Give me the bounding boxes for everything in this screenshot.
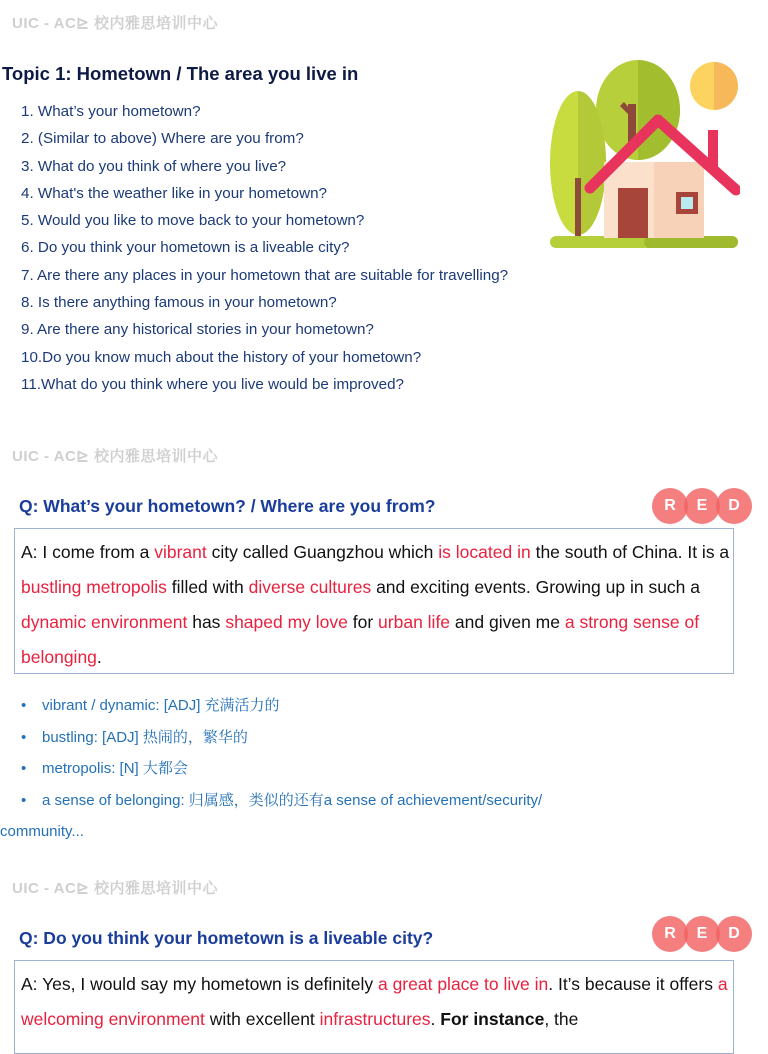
highlight-phrase: welcoming: [21, 1009, 104, 1029]
highlight-phrase: environment: [91, 612, 188, 632]
list-item: 8. Is there anything famous in your hometown?: [21, 294, 337, 312]
answer-box: [14, 960, 734, 1054]
list-item: 3. What do you think of where you live?: [21, 157, 287, 175]
answer-text: . It’s because it offers: [548, 974, 718, 994]
highlight-phrase: urban life: [378, 612, 451, 632]
highlight-phrase: vibrant: [154, 542, 207, 562]
answer-text: and exciting events. Growing up in such a: [371, 577, 701, 597]
answer-text: .: [430, 1009, 441, 1029]
vocab-item: • vibrant / dynamic: [ADJ] 充满活力的: [21, 697, 280, 714]
badge-letter-e: E: [684, 488, 720, 524]
list-item: 6. Do you think your hometown is a liveable city?: [21, 239, 350, 257]
badge-letter-d: D: [716, 488, 752, 524]
answer-box: [14, 528, 734, 674]
bold-phrase: For instance: [440, 1009, 545, 1029]
badge-letter-r: R: [652, 916, 688, 952]
highlight-phrase: bustling: [21, 577, 82, 597]
highlight-phrase: diverse cultures: [248, 577, 372, 597]
list-item: 1. What’s your hometown?: [21, 103, 201, 120]
watermark: UIC - AC⊵ 校内雅思培训中心: [12, 880, 219, 897]
vocab-item: • a sense of belonging: 归属感，类似的还有a sense of achievement/security/: [21, 791, 543, 809]
list-item: 5. Would you like to move back to your hometown?: [21, 212, 365, 230]
highlight-phrase: is located in: [438, 542, 531, 562]
highlight-phrase: a: [717, 974, 728, 994]
watermark: UIC - AC⊵ 校内雅思培训中心: [12, 448, 219, 465]
answer-text: .: [96, 647, 102, 667]
watermark: UIC - AC⊵ 校内雅思培训中心: [12, 15, 219, 32]
answer-text: and given me: [450, 612, 565, 632]
highlight-phrase: dynamic: [21, 612, 87, 632]
badge-letter-d: D: [716, 916, 752, 952]
list-item: 10.Do you know much about the history of your hometown?: [21, 348, 422, 366]
house-illustration: [548, 58, 740, 250]
vocab-item: • bustling: [ADJ] 热闹的，繁华的: [21, 728, 248, 746]
badge-letter-e: E: [684, 916, 720, 952]
vocab-item-continued: community...: [0, 823, 84, 840]
answer-text: for: [347, 612, 379, 632]
answer-text: A: Yes, I would say my hometown is definitely: [21, 974, 378, 994]
answer-text: with excellent: [204, 1009, 320, 1029]
vocab-list: [0, 690, 751, 848]
answer-text: A: I come from a: [21, 542, 155, 562]
list-item: 2. (Similar to above) Where are you from?: [21, 130, 304, 148]
list-item: 4. What's the weather like in your hometown?: [21, 184, 327, 202]
list-item: 9. Are there any historical stories in your hometown?: [21, 321, 374, 339]
highlight-phrase: metropolis: [86, 577, 167, 597]
list-item: 11.What do you think where you live would be improved?: [21, 375, 404, 393]
highlight-phrase: a great place to live in: [377, 974, 549, 994]
red-badge: [652, 488, 752, 524]
list-item: 7. Are there any places in your hometown that are suitable for travelling?: [21, 266, 509, 284]
highlight-phrase: infrastructures: [319, 1009, 431, 1029]
question-list: [21, 101, 508, 401]
topic-title: Topic 1: Hometown / The area you live in: [2, 63, 359, 84]
answer-text: the south of China. It is a: [530, 542, 730, 562]
badge-letter-r: R: [652, 488, 688, 524]
vocab-item: • metropolis: [N] 大都会: [21, 760, 188, 777]
highlight-phrase: environment: [108, 1009, 205, 1029]
highlight-phrase: shaped my love: [225, 612, 348, 632]
question-heading: Q: What’s your hometown? / Where are you from?: [19, 496, 436, 516]
highlight-phrase: a strong sense of: [564, 612, 700, 632]
red-badge: [652, 916, 752, 952]
question-heading: Q: Do you think your hometown is a liveable city?: [19, 928, 434, 948]
answer-text: has: [187, 612, 226, 632]
answer-text: city called Guangzhou which: [206, 542, 439, 562]
answer-text: , the: [544, 1009, 579, 1029]
answer-text: filled with: [166, 577, 249, 597]
door-icon: [618, 188, 648, 238]
highlight-phrase: belonging: [21, 647, 97, 667]
